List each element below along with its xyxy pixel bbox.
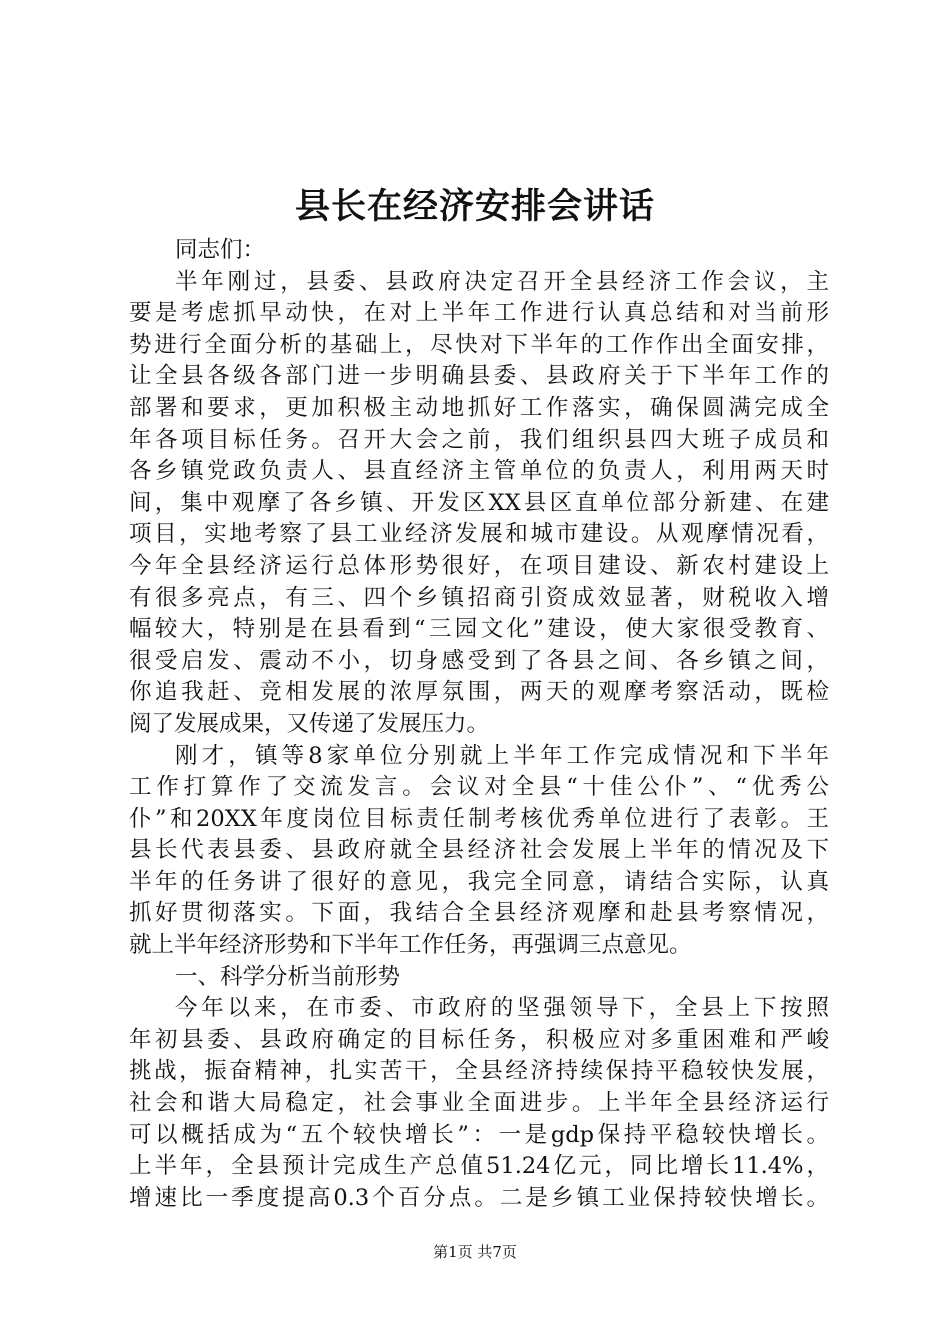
- text-line: 抓好贯彻落实。下面，我结合全县经济观摩和赴县考察情况，: [129, 900, 829, 927]
- text-line: 社会和谐大局稳定，社会事业全面进步。上半年全县经济运行: [129, 1090, 829, 1117]
- text-line: 很受启发、震动不小，切身感受到了各县之间、各乡镇之间，: [129, 647, 829, 674]
- text-line: 就上半年经济形势和下半年工作任务，再强调三点意见。: [129, 932, 692, 959]
- text-line: 增速比一季度提高0.3个百分点。二是乡镇工业保持较快增长。: [129, 1184, 829, 1211]
- page-footer: 第1页 共7页: [433, 1243, 517, 1261]
- text-line: 半年刚过，县委、县政府决定召开全县经济工作会议，主: [175, 268, 829, 295]
- text-line: 今年全县经济运行总体形势很好，在项目建设、新农村建设上: [129, 552, 829, 579]
- text-line: 仆”和20XX年度岗位目标责任制考核优秀单位进行了表彰。王: [129, 805, 829, 832]
- salutation-line: 同志们：: [175, 237, 266, 263]
- text-line: 今年以来，在市委、市政府的坚强领导下，全县上下按照: [175, 995, 829, 1022]
- document-title: 县长在经济安排会讲话: [294, 186, 655, 227]
- text-line: 年各项目标任务。召开大会之前，我们组织县四大班子成员和: [129, 426, 829, 453]
- text-line: 挑战，振奋精神，扎实苦干，全县经济持续保持平稳较快发展，: [129, 1058, 829, 1085]
- text-line: 半年的任务讲了很好的意见，我完全同意，请结合实际，认真: [129, 868, 829, 895]
- text-line: 幅较大，特别是在县看到“三园文化”建设，使大家很受教育、: [129, 616, 829, 643]
- text-line: 县长代表县委、县政府就全县经济社会发展上半年的情况及下: [129, 837, 829, 864]
- text-line: 部署和要求，更加积极主动地抓好工作落实，确保圆满完成全: [129, 394, 829, 421]
- text-line: 你追我赶、竞相发展的浓厚氛围，两天的观摩考察活动，既检: [129, 679, 829, 706]
- text-line: 年初县委、县政府确定的目标任务，积极应对多重困难和严峻: [129, 1026, 829, 1053]
- text-line: 上半年，全县预计完成生产总值51.24亿元，同比增长11.4%，: [129, 1153, 829, 1180]
- text-line: 阅了发展成果，又传递了发展压力。: [129, 710, 490, 737]
- text-line: 要是考虑抓早动快，在对上半年工作进行认真总结和对当前形: [129, 300, 829, 327]
- text-line: 各乡镇党政负责人、县直经济主管单位的负责人，利用两天时: [129, 458, 829, 485]
- text-line: 工作打算作了交流发言。会议对全县“十佳公仆”、“优秀公: [129, 774, 829, 801]
- text-line: 让全县各级各部门进一步明确县委、县政府关于下半年工作的: [129, 363, 829, 390]
- document-body: [129, 235, 829, 1214]
- section-heading: 一、科学分析当前形势: [175, 963, 401, 990]
- text-line: 有很多亮点，有三、四个乡镇招商引资成效显著，财税收入增: [129, 584, 829, 611]
- text-line: 间，集中观摩了各乡镇、开发区XX县区直单位部分新建、在建: [129, 489, 829, 516]
- text-line: 势进行全面分析的基础上，尽快对下半年的工作作出全面安排，: [129, 331, 829, 358]
- text-line: 刚才，镇等8家单位分别就上半年工作完成情况和下半年: [175, 742, 829, 769]
- text-line: 项目，实地考察了县工业经济发展和城市建设。从观摩情况看，: [129, 521, 829, 548]
- text-line: 可以概括成为“五个较快增长”：一是gdp保持平稳较快增长。: [129, 1121, 829, 1148]
